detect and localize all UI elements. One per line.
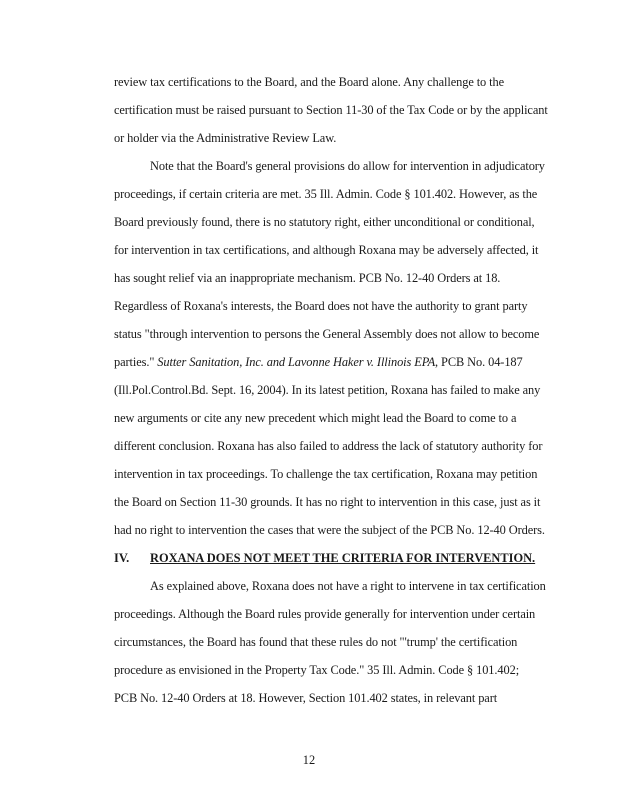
text-line: Board previously found, there is no statutory right, either unconditional or conditional,	[114, 215, 535, 229]
text-line: As explained above, Roxana does not have a right to intervene in tax certification	[150, 579, 546, 593]
text-line: for intervention in tax certifications, and although Roxana may be adversely affected, it	[114, 243, 539, 257]
text-line: intervention in tax proceedings. To challenge the tax certification, Roxana may petition	[114, 467, 538, 481]
text-line: review tax certifications to the Board, and the Board alone. Any challenge to the	[114, 75, 504, 89]
text-line: procedure as envisioned in the Property Tax Code." 35 Ill. Admin. Code § 101.402;	[114, 663, 520, 677]
text-line: has sought relief via an inappropriate mechanism. PCB No. 12-40 Orders at 18.	[114, 271, 501, 285]
parties-text: parties."	[114, 355, 158, 369]
section-number: IV.	[114, 551, 130, 565]
page-number: 12	[302, 753, 316, 767]
text-line: PCB No. 12-40 Orders at 18. However, Section 101.402 states, in relevant part	[114, 691, 498, 705]
case-name: Sutter Sanitation, Inc. and Lavonne Haker v. Illinois EPA	[157, 355, 436, 369]
text-line: or holder via the Administrative Review Law.	[114, 131, 337, 145]
section-heading: ROXANA DOES NOT MEET THE CRITERIA FOR INTERVENTION.	[150, 551, 536, 565]
case-number: , PCB No. 04-187	[435, 355, 523, 369]
text-line: different conclusion. Roxana has also failed to address the lack of statutory authority for	[114, 439, 543, 453]
text-line: the Board on Section 11-30 grounds. It has no right to intervention in this case, just as it	[114, 495, 541, 509]
text-line: new arguments or cite any new precedent which might lead the Board to come to a	[114, 411, 517, 425]
text-line: circumstances, the Board has found that these rules do not "'trump' the certification	[114, 635, 518, 649]
text-line: (Ill.Pol.Control.Bd. Sept. 16, 2004). In its latest petition, Roxana has failed to make any	[114, 383, 541, 397]
text-line: had no right to intervention the cases that were the subject of the PCB No. 12-40 Orders.	[114, 523, 545, 537]
text-line: certification must be raised pursuant to Section 11-30 of the Tax Code or by the applicant	[114, 103, 548, 117]
text-line-citation	[114, 355, 523, 369]
text-line: proceedings. Although the Board rules provide generally for intervention under certain	[114, 607, 536, 621]
text-line: Note that the Board's general provisions do allow for intervention in adjudicatory	[150, 159, 545, 173]
text-line: status "through intervention to persons the General Assembly does not allow to become	[114, 327, 540, 341]
text-line: Regardless of Roxana's interests, the Board does not have the authority to grant party	[114, 299, 528, 313]
text-line: proceedings, if certain criteria are met. 35 Ill. Admin. Code § 101.402. However, as the	[114, 187, 538, 201]
